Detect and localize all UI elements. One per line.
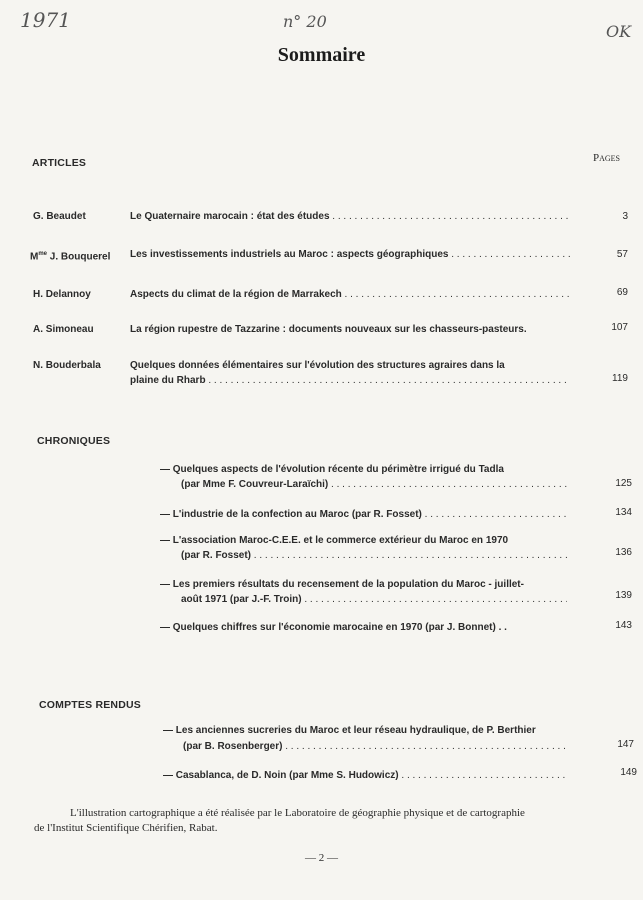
chronique-page: 136 [615, 547, 632, 558]
compte-rendu-line: (par B. Rosenberger) . . . [183, 739, 569, 754]
chronique-page: 143 [615, 620, 632, 631]
section-heading-chroniques: CHRONIQUES [37, 435, 111, 447]
article-page: 107 [611, 322, 628, 333]
section-heading-articles: ARTICLES [32, 157, 87, 169]
chronique-page: 125 [615, 478, 632, 489]
chronique-line: — L'association Maroc-C.E.E. et le commerce extérieur du Maroc en 1970 [160, 535, 509, 546]
compte-rendu-page: 147 [617, 739, 634, 750]
chronique-page: 139 [615, 590, 632, 601]
page-title: Sommaire [277, 44, 366, 66]
chronique-line: (par R. Fosset) . . . [181, 548, 567, 563]
cartography-note-line1: L'illustration cartographique a été réalisée par le Laboratoire de géographie physique et de cartographie [70, 807, 525, 819]
article-page: 57 [616, 249, 628, 260]
article-page: 3 [622, 211, 628, 222]
article-title: Le Quaternaire marocain : état des études . . . [130, 209, 570, 224]
article-page: 119 [612, 373, 628, 384]
chronique-line: août 1971 (par J.-F. Troin) . . . [181, 592, 567, 607]
handwritten-year: 1971 [20, 8, 71, 32]
cartography-note-line2: de l'Institut Scientifique Chérifien, Rabat. [34, 822, 218, 834]
article-author: A. Simoneau [33, 324, 94, 335]
article-title: Aspects du climat de la région de Marrakech . . . [130, 287, 570, 302]
chronique-line: — Quelques chiffres sur l'économie marocaine en 1970 (par J. Bonnet) . . [160, 622, 507, 633]
chronique-line: — L'industrie de la confection au Maroc (par R. Fosset) . . . [160, 507, 567, 522]
section-heading-comptes-rendus: COMPTES RENDUS [39, 699, 141, 711]
chronique-line: — Quelques aspects de l'évolution récente du périmètre irrigué du Tadla [160, 464, 504, 475]
compte-rendu-page: 149 [620, 767, 637, 778]
chronique-line: (par Mme F. Couvreur-Laraïchi) . . . [181, 477, 567, 492]
article-page: 69 [616, 287, 628, 298]
article-title-cont: plaine du Rharb . . . [130, 373, 566, 388]
handwritten-issue: n° 20 [283, 12, 327, 31]
article-author: H. Delannoy [33, 289, 91, 300]
article-author: N. Bouderbala [33, 360, 101, 371]
page-number: — 2 — [305, 852, 338, 864]
compte-rendu-line: — Casablanca, de D. Noin (par Mme S. Hudowicz) . . . [163, 768, 569, 783]
article-title: La région rupestre de Tazzarine : documents nouveaux sur les chasseurs-pasteurs. [130, 324, 527, 335]
article-author: G. Beaudet [33, 211, 86, 222]
pages-header: Pages [593, 152, 621, 164]
article-title: Quelques données élémentaires sur l'évolution des structures agraires dans la [130, 360, 505, 371]
chronique-line: — Les premiers résultats du recensement de la population du Maroc - juillet- [160, 579, 524, 590]
article-author: $M^{me}$ J. Bouquerel [30, 251, 111, 263]
handwritten-ok: OK [606, 22, 632, 41]
article-title: Les investissements industriels au Maroc : aspects géographiques . . . [130, 247, 570, 262]
compte-rendu-line: — Les anciennes sucreries du Maroc et leur réseau hydraulique, de P. Berthier [163, 725, 536, 736]
chronique-page: 134 [615, 507, 632, 518]
